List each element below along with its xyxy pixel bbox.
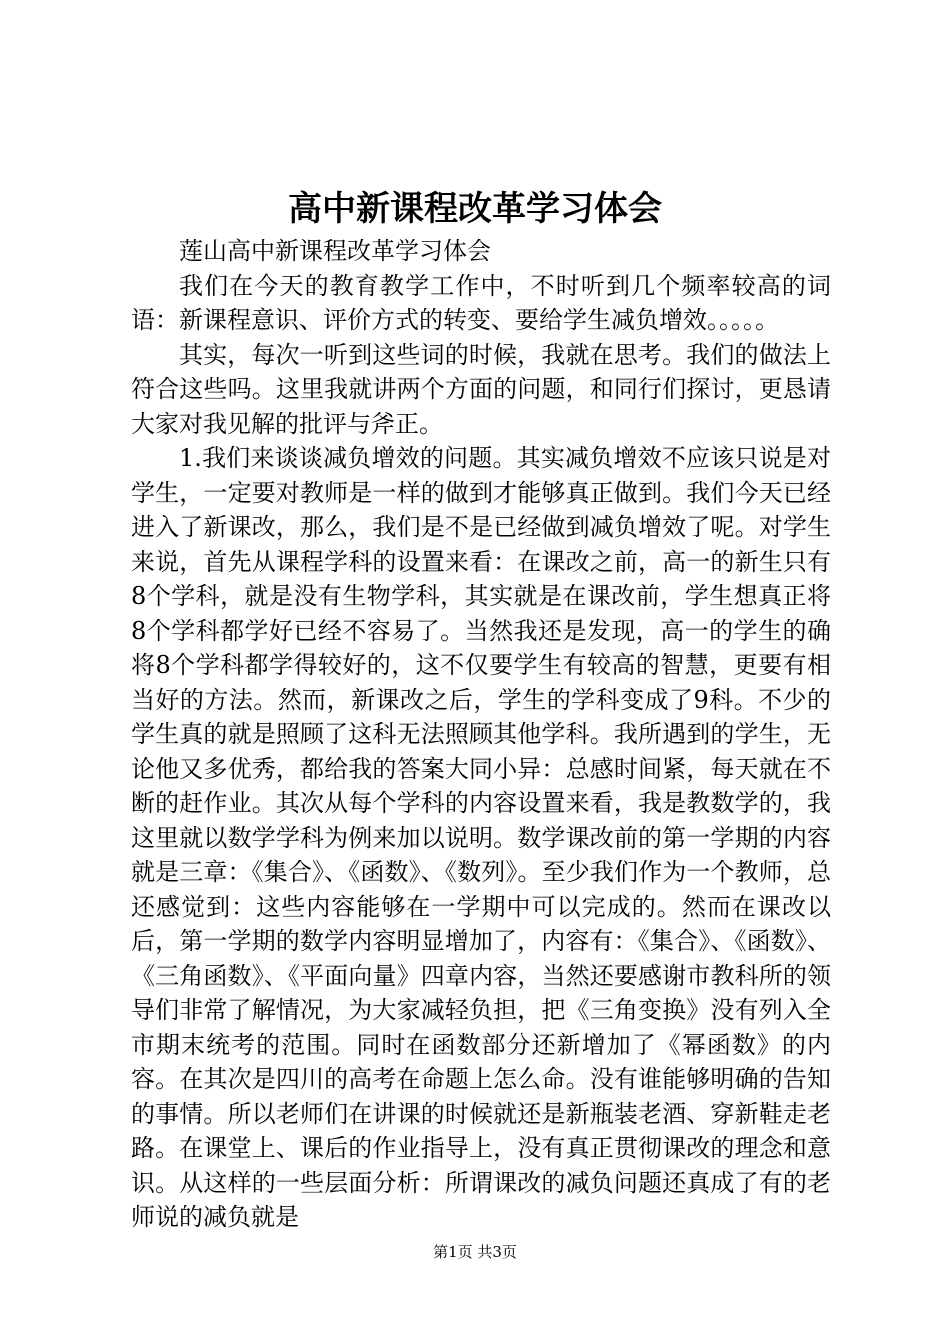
paragraph-1: 我们在今天的教育教学工作中，不时听到几个频率较高的词语：新课程意识、评价方式的转变、要给学生减负增效。。。。。 bbox=[131, 271, 831, 334]
paragraph-3: 1.我们来谈谈减负增效的问题。其实减负增效不应该只说是对学生，一定要对教师是一样的做到才能够真正做到。我们今天已经进入了新课改，那么，我们是不是已经做到减负增效了呢。对学生来说，首先从课程学科的设置来看：在课改之前，高一的新生只有8个学科，就是没有生物学科，其实就是在课改前，学生想真正将8个学科都学好已经不容易了。当然我还是发现，高一的学生的确将8个学科都学得较好的，这不仅要学生有较高的智慧，更要有相当好的方法。然而，新课改之后，学生的学科变成了9科。不少的学生真的就是照顾了这科无法照顾其他学科。我所遇到的学生，无论他又多优秀，都给我的答案大同小异：总感时间紧，每天就在不断的赶作业。其次从每个学科的内容设置来看，我是教数学的，我这里就以数学学科为例来加以说明。数学课改前的第一学期的内容就是三章：《集合》、《函数》、《数列》。至少我们作为一个教师，总还感觉到：这些内容能够在一学期中可以完成的。然而在课改以后，第一学期的数学内容明显增加了，内容有：《集合》、《函数》、《三角函数》、《平面向量》四章内容，当然还要感谢市教科所的领导们非常了解情况，为大家减轻负担，把《三角变换》没有列入全市期末统考的范围。同时在函数部分还新增加了《幂函数》的内容。在其次是四川的高考在命题上怎么命。没有谁能够明确的告知的事情。所以老师们在讲课的时候就还是新瓶装老酒、穿新鞋走老路。在课堂上、课后的作业指导上，没有真正贯彻课改的理念和意识。从这样的一些层面分析：所谓课改的减负问题还真成了有的老师说的减负就是 bbox=[131, 444, 831, 1231]
document-body bbox=[131, 234, 831, 1235]
paragraph-subtitle: 莲山高中新课程改革学习体会 bbox=[179, 237, 491, 265]
page-footer bbox=[0, 1242, 950, 1262]
document-title: 高中新课程改革学习体会 bbox=[288, 189, 662, 229]
page-number: 第1页 共3页 bbox=[433, 1243, 517, 1261]
paragraph-2: 其实，每次一听到这些词的时候，我就在思考。我们的做法上符合这些吗。这里我就讲两个方面的问题，和同行们探讨，更恳请大家对我见解的批评与斧正。 bbox=[131, 340, 831, 438]
